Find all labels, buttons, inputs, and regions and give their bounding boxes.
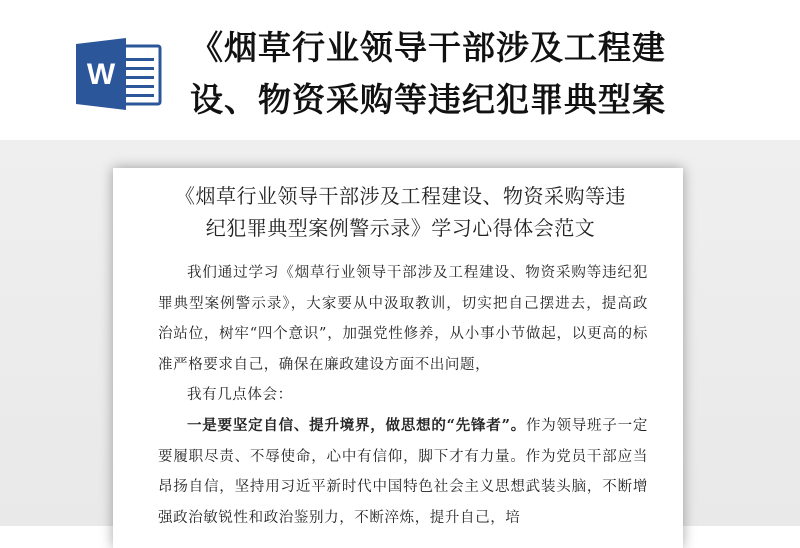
paragraph-2: 我有几点体会：	[187, 387, 293, 404]
document-title-line-1: 《烟草行业领导干部涉及工程建设、物资采购等违	[175, 184, 626, 208]
document-body	[158, 258, 648, 533]
banner-title	[190, 22, 790, 126]
paragraph-1: 我们通过学习《烟草行业领导干部涉及工程建设、物资采购等违纪犯罪典型案例警示录》，大家要从中汲取教训，切实把自己摆进去，提高政治站位，树牢“四个意识”，加强党性修养，从小事小节做起，以更高的标准严格要求自己，确保在廉政建设方面不出问题，	[158, 265, 648, 373]
document-title-line-2: 纪犯罪典型案例警示录》学习心得体会范文	[205, 216, 596, 240]
document-title	[143, 180, 658, 244]
header-banner	[0, 0, 800, 140]
paragraph-3-heading: 一是要坚定自信、提升境界，做思想的“先锋者”。	[187, 416, 526, 434]
logo-letter: W	[86, 58, 116, 91]
document-page	[113, 168, 683, 548]
paragraph-3	[158, 411, 648, 533]
banner-title-line-2: 设、物资采购等违纪犯罪典型案	[190, 80, 666, 119]
banner-title-line-1: 《烟草行业领导干部涉及工程建	[190, 28, 666, 67]
word-document-icon	[76, 38, 164, 110]
paragraph-3-text: 作为领导班子一定要履职尽责、不辱使命，心中有信仰，脚下才有力量。作为党员干部应当昂扬自信，坚持用习近平新时代中国特色社会主义思想武装头脑，不断增强政治敏锐性和政治鉴别力，不断淬炼，提升自己，培	[158, 417, 648, 526]
